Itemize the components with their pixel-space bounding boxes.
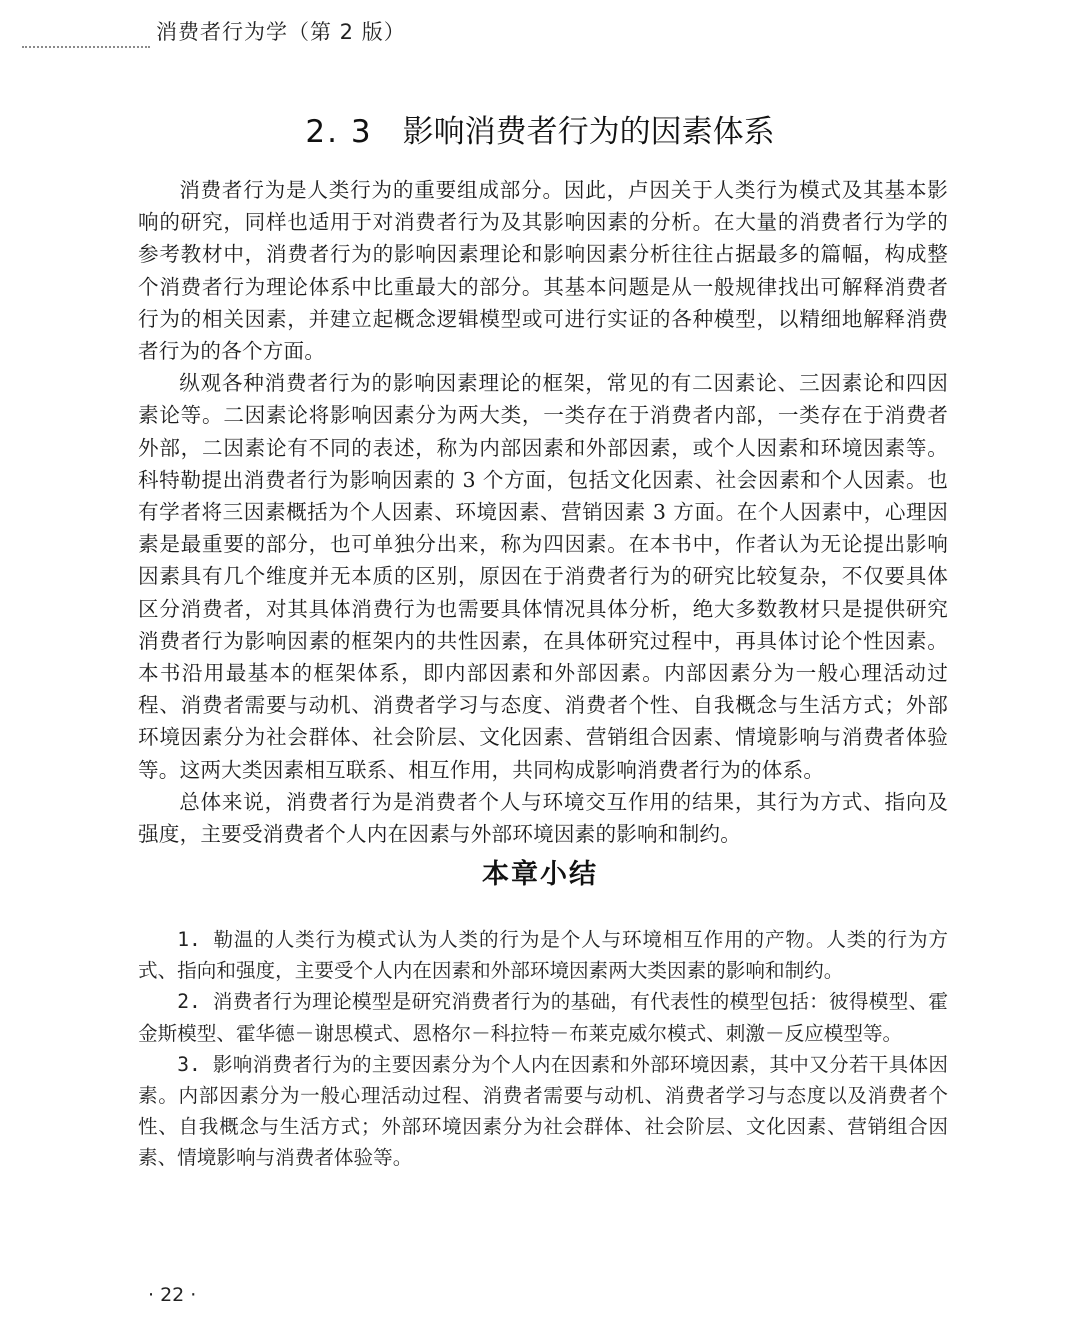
- section-heading: [0, 106, 1080, 151]
- running-head: [22, 10, 1058, 46]
- summary-list: [138, 924, 948, 1174]
- dotted-rule: [22, 46, 150, 48]
- summary-item: 1. 勒温的人类行为模式认为人类的行为是个人与环境相互作用的产物。人类的行为方式、指向和强度，主要受个人内在因素和外部环境因素两大类因素的影响和制约。: [138, 928, 948, 983]
- paragraph: 消费者行为是人类行为的重要组成部分。因此，卢因关于人类行为模式及其基本影响的研究，同样也适用于对消费者行为及其影响因素的分析。在大量的消费者行为学的参考教材中，消费者行为的影响因素理论和影响因素分析往往占据最多的篇幅，构成整个消费者行为理论体系中比重最大的部分。其基本问题是从一般规律找出可解释消费者行为的相关因素，并建立起概念逻辑模型或可进行实证的各种模型，以精细地解释消费者行为的各个方面。: [138, 178, 948, 364]
- page-number: · 22 ·: [148, 1284, 197, 1306]
- section-body: [138, 174, 948, 850]
- summary-item: 3. 影响消费者行为的主要因素分为个人内在因素和外部环境因素，其中又分若干具体因素。内部因素分为一般心理活动过程、消费者需要与动机、消费者学习与态度以及消费者个性、自我概念与生活方式；外部环境因素分为社会群体、社会阶层、文化因素、营销组合因素、情境影响与消费者体验等。: [138, 1052, 948, 1170]
- book-title: 消费者行为学（第 2 版）: [156, 20, 406, 44]
- paragraph: 总体来说，消费者行为是消费者个人与环境交互作用的结果，其行为方式、指向及强度，主要受消费者个人内在因素与外部环境因素的影响和制约。: [138, 789, 948, 847]
- summary-heading: 本章小结: [482, 859, 598, 890]
- section-number: 2. 3: [305, 114, 373, 150]
- summary-item: 2. 消费者行为理论模型是研究消费者行为的基础，有代表性的模型包括：彼得模型、霍金斯模型、霍华德－谢思模式、恩格尔－科拉特－布莱克威尔模式、刺激－反应模型等。: [138, 990, 948, 1045]
- section-title: 影响消费者行为的因素体系: [402, 114, 775, 150]
- paragraph: 纵观各种消费者行为的影响因素理论的框架，常见的有二因素论、三因素论和四因素论等。二因素论将影响因素分为两大类，一类存在于消费者内部，一类存在于消费者外部，二因素论有不同的表述，称为内部因素和外部因素，或个人因素和环境因素等。科特勒提出消费者行为影响因素的 3 个方面，包括文化因素、社会因素和个人因素。也有学者将三因素概括为个人因素、环境因素、营销因素 3 方面。在个人因素中，心理因素是最重要的部分，也可单独分出来，称为四因素。在本书中，作者认为无论提出影响因素具有几个维度并无本质的区别，原因在于消费者行为的研究比较复杂，不仅要具体区分消费者，对其具体消费行为也需要具体情况具体分析，绝大多数教材只是提供研究消费者行为影响因素的框架内的共性因素，在具体研究过程中，再具体讨论个性因素。本书沿用最基本的框架体系，即内部因素和外部因素。内部因素分为一般心理活动过程、消费者需要与动机、消费者学习与态度、消费者个性、自我概念与生活方式；外部环境因素分为社会群体、社会阶层、文化因素、营销组合因素、情境影响与消费者体验等。这两大类因素相互联系、相互作用，共同构成影响消费者行为的体系。: [138, 371, 948, 782]
